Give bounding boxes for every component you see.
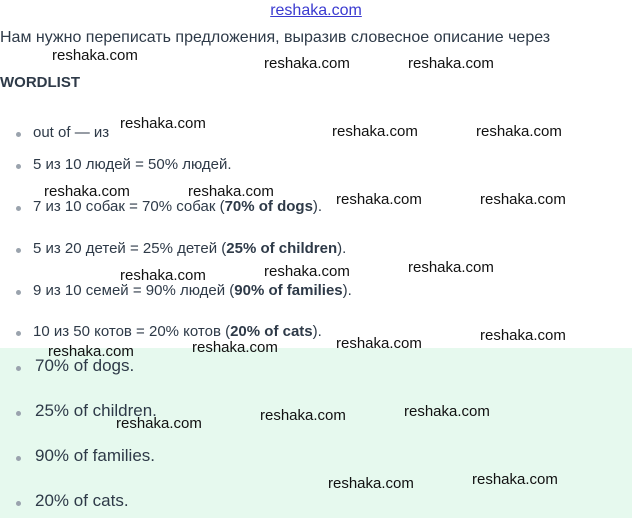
watermark: reshaka.com bbox=[52, 47, 138, 64]
watermark: reshaka.com bbox=[264, 55, 350, 72]
bullet-icon bbox=[16, 456, 21, 461]
watermark: reshaka.com bbox=[404, 403, 490, 420]
watermark: reshaka.com bbox=[116, 415, 202, 432]
bullet-icon bbox=[16, 366, 21, 371]
item-paren: ( bbox=[229, 282, 235, 299]
site-header-link[interactable]: reshaka.com bbox=[270, 2, 362, 19]
watermark: reshaka.com bbox=[48, 343, 134, 360]
item-translation: 25% of children bbox=[226, 240, 338, 257]
answer-text: 25% of children. bbox=[35, 401, 157, 420]
bullet-icon bbox=[16, 248, 21, 253]
item-text: 5 из 10 людей = 50% людей. bbox=[33, 156, 232, 173]
watermark: reshaka.com bbox=[480, 191, 566, 208]
watermark: reshaka.com bbox=[472, 471, 558, 488]
answer-text: 70% of dogs. bbox=[35, 356, 135, 375]
watermark: reshaka.com bbox=[44, 183, 130, 200]
watermark: reshaka.com bbox=[192, 339, 278, 356]
bullet-icon bbox=[16, 206, 21, 211]
bullet-icon bbox=[16, 290, 21, 295]
item-paren: ). bbox=[312, 323, 322, 340]
item-text: 5 из 20 детей = 25% детей bbox=[33, 240, 222, 257]
answer-text: 20% of cats. bbox=[35, 491, 129, 510]
watermark: reshaka.com bbox=[120, 115, 206, 132]
watermark: reshaka.com bbox=[336, 335, 422, 352]
watermark: reshaka.com bbox=[188, 183, 274, 200]
item-paren: ). bbox=[312, 198, 323, 215]
watermark: reshaka.com bbox=[260, 407, 346, 424]
bullet-icon bbox=[16, 501, 21, 506]
item-paren: ( bbox=[219, 198, 225, 215]
item-text: 7 из 10 собак = 70% собак bbox=[33, 198, 220, 215]
bullet-icon bbox=[16, 331, 21, 336]
item-paren: ( bbox=[221, 240, 227, 257]
watermark: reshaka.com bbox=[332, 123, 418, 140]
watermark: reshaka.com bbox=[408, 55, 494, 72]
watermark: reshaka.com bbox=[476, 123, 562, 140]
watermark: reshaka.com bbox=[264, 263, 350, 280]
item-translation: 20% of cats bbox=[230, 323, 313, 340]
item-paren: ( bbox=[225, 323, 231, 340]
watermark: reshaka.com bbox=[328, 475, 414, 492]
item-text: out of — из bbox=[33, 124, 110, 141]
item-text: 10 из 50 котов = 20% котов bbox=[33, 323, 226, 340]
item-translation: 90% of families bbox=[234, 282, 343, 299]
answer-text: 90% of families. bbox=[35, 446, 155, 465]
watermark: reshaka.com bbox=[408, 259, 494, 276]
item-paren: ). bbox=[337, 240, 347, 257]
watermark: reshaka.com bbox=[120, 267, 206, 284]
intro-text: Нам нужно переписать предложения, выразив словесное описание через bbox=[0, 29, 551, 46]
item-paren: ). bbox=[342, 282, 352, 299]
bullet-icon bbox=[16, 411, 21, 416]
bullet-icon bbox=[16, 164, 21, 169]
bullet-icon bbox=[16, 132, 21, 137]
watermark: reshaka.com bbox=[336, 191, 422, 208]
item-text: 9 из 10 семей = 90% людей bbox=[33, 282, 230, 299]
watermark: reshaka.com bbox=[480, 327, 566, 344]
wordlist-heading: WORDLIST bbox=[0, 74, 80, 91]
item-translation: 70% of dogs bbox=[224, 198, 313, 215]
